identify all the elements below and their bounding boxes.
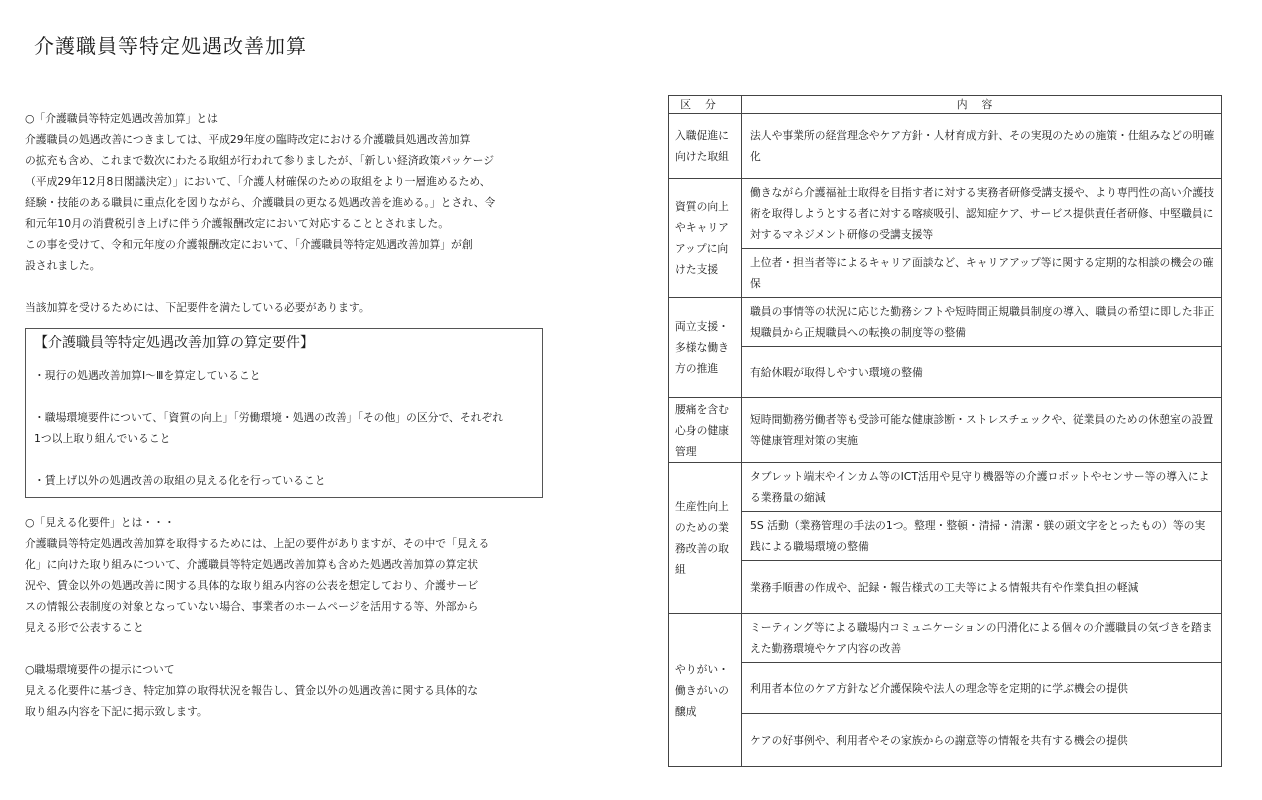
table-row (669, 714, 1222, 767)
content-cell: 法人や事業所の経営理念やケア方針・人材育成方針、その実現のための施策・仕組みなどの明確化 (742, 114, 1222, 179)
left-column (25, 108, 545, 722)
content-cell: 職員の事情等の状況に応じた勤務シフトや短時間正規職員制度の導入、職員の希望に即した非正規職員から正規職員への転換の制度等の整備 (742, 298, 1222, 347)
content-cell: 利用者本位のケア方針など介護保険や法人の理念等を定期的に学ぶ機会の提供 (742, 663, 1222, 714)
content-cell: 働きながら介護福祉士取得を目指す者に対する実務者研修受講支援や、より専門性の高い介護技術を取得しようとする者に対する喀痰吸引、認知症ケア、サービス提供責任者研修、中堅職員に対するマネジメント研修の受講支援等 (742, 179, 1222, 249)
visibility-line: 介護職員等特定処遇改善加算を取得するためには、上記の要件がありますが、その中で「見える (25, 537, 490, 550)
requirement-text: ・現行の処遇改善加算Ⅰ～Ⅲを算定していること (34, 369, 261, 382)
intro-line: 設されました。 (25, 259, 101, 272)
requirement-item (34, 365, 534, 386)
table-row (669, 347, 1222, 398)
intro-line: の拡充も含め、これまで数次にわたる取組が行われて参りましたが、「新しい経済政策パッケージ (25, 154, 495, 167)
workplace-line: 取り組み内容を下記に掲示致します。 (25, 705, 208, 718)
intro-line: （平成29年12月8日閣議決定）」において、「介護人材確保のための取組をより一層進めるため、 (25, 175, 491, 188)
visibility-line: 化」に向けた取り組みについて、介護職員等特定処遇改善加算も含めた処遇改善加算の算定状 (25, 558, 479, 571)
requirements-box-title: 【介護職員等特定処遇改善加算の算定要件】 (34, 335, 314, 351)
content-cell: 5S 活動（業務管理の手法の1つ。整理・整頓・清掃・清潔・躾の頭文字をとったもの）等の実践による職場環境の整備 (742, 512, 1222, 561)
requirements-box (25, 328, 543, 498)
category-cell: 生産性向上のための業務改善の取組 (669, 463, 742, 614)
content-cell: 有給休暇が取得しやすい環境の整備 (742, 347, 1222, 398)
requirement-item (34, 470, 534, 491)
visibility-line: 見える形で公表すること (25, 621, 144, 634)
header-content: 内容 (742, 96, 1222, 114)
table-row (669, 114, 1222, 179)
table-row (669, 512, 1222, 561)
page-title: 介護職員等特定処遇改善加算 (34, 34, 307, 58)
content-cell: 業務手順書の作成や、記録・報告様式の工夫等による情報共有や作業負担の軽減 (742, 561, 1222, 614)
table-row (669, 614, 1222, 663)
visibility-heading: ○「見える化要件」とは・・・ (25, 516, 175, 529)
category-cell: 入職促進に向けた取組 (669, 114, 742, 179)
category-cell: やりがい・働きがいの醸成 (669, 614, 742, 767)
requirement-text: ・職場環境要件について、「資質の向上」「労働環境・処遇の改善」「その他」の区分で、それぞれ (34, 411, 504, 424)
requirement-item (34, 407, 534, 449)
content-cell: ケアの好事例や、利用者やその家族からの謝意等の情報を共有する機会の提供 (742, 714, 1222, 767)
content-cell: 上位者・担当者等によるキャリア面談など、キャリアアップ等に関する定期的な相談の機会の確保 (742, 249, 1222, 298)
workplace-requirements-table (668, 95, 1222, 767)
intro-line: 和元年10月の消費税引き上げに伴う介護報酬改定において対応することとされました。 (25, 217, 450, 230)
table-row (669, 398, 1222, 463)
table-row (669, 249, 1222, 298)
visibility-line: スの情報公表制度の対象となっていない場合、事業者のホームページを活用する等、外部から (25, 600, 479, 613)
requirement-note: 当該加算を受けるためには、下記要件を満たしている必要があります。 (25, 301, 370, 314)
table-row (669, 463, 1222, 512)
table-row (669, 298, 1222, 347)
requirement-text: 1つ以上取り組んでいること (34, 432, 171, 445)
intro-line: 経験・技能のある職員に重点化を図りながら、介護職員の更なる処遇改善を進める。」とされ、令 (25, 196, 496, 209)
category-cell: 両立支援・多様な働き方の推進 (669, 298, 742, 398)
table-row (669, 179, 1222, 249)
content-cell: ミーティング等による職場内コミュニケーションの円滑化による個々の介護職員の気づきを踏まえた勤務環境やケア内容の改善 (742, 614, 1222, 663)
table-header-row (669, 96, 1222, 114)
intro-heading: ○「介護職員等特定処遇改善加算」とは (25, 112, 218, 125)
category-cell: 腰痛を含む心身の健康管理 (669, 398, 742, 463)
header-category: 区分 (669, 96, 742, 114)
content-cell: 短時間勤務労働者等も受診可能な健康診断・ストレスチェックや、従業員のための休憩室の設置等健康管理対策の実施 (742, 398, 1222, 463)
intro-line: この事を受けて、令和元年度の介護報酬改定において、「介護職員等特定処遇改善加算」が創 (25, 238, 473, 251)
visibility-line: 況や、賃金以外の処遇改善に関する具体的な取り組み内容の公表を想定しており、介護サービ (25, 579, 479, 592)
intro-line: 介護職員の処遇改善につきましては、平成29年度の臨時改定における介護職員処遇改善加算 (25, 133, 471, 146)
content-cell: タブレット端末やインカム等のICT活用や見守り機器等の介護ロボットやセンサー等の導入による業務量の縮減 (742, 463, 1222, 512)
category-cell: 資質の向上やキャリアアップに向けた支援 (669, 179, 742, 298)
table-row (669, 561, 1222, 614)
workplace-heading: ○職場環境要件の提示について (25, 663, 175, 676)
requirement-text: ・賃上げ以外の処遇改善の取組の見える化を行っていること (34, 474, 326, 487)
workplace-line: 見える化要件に基づき、特定加算の取得状況を報告し、賃金以外の処遇改善に関する具体的な (25, 684, 479, 697)
table-row (669, 663, 1222, 714)
